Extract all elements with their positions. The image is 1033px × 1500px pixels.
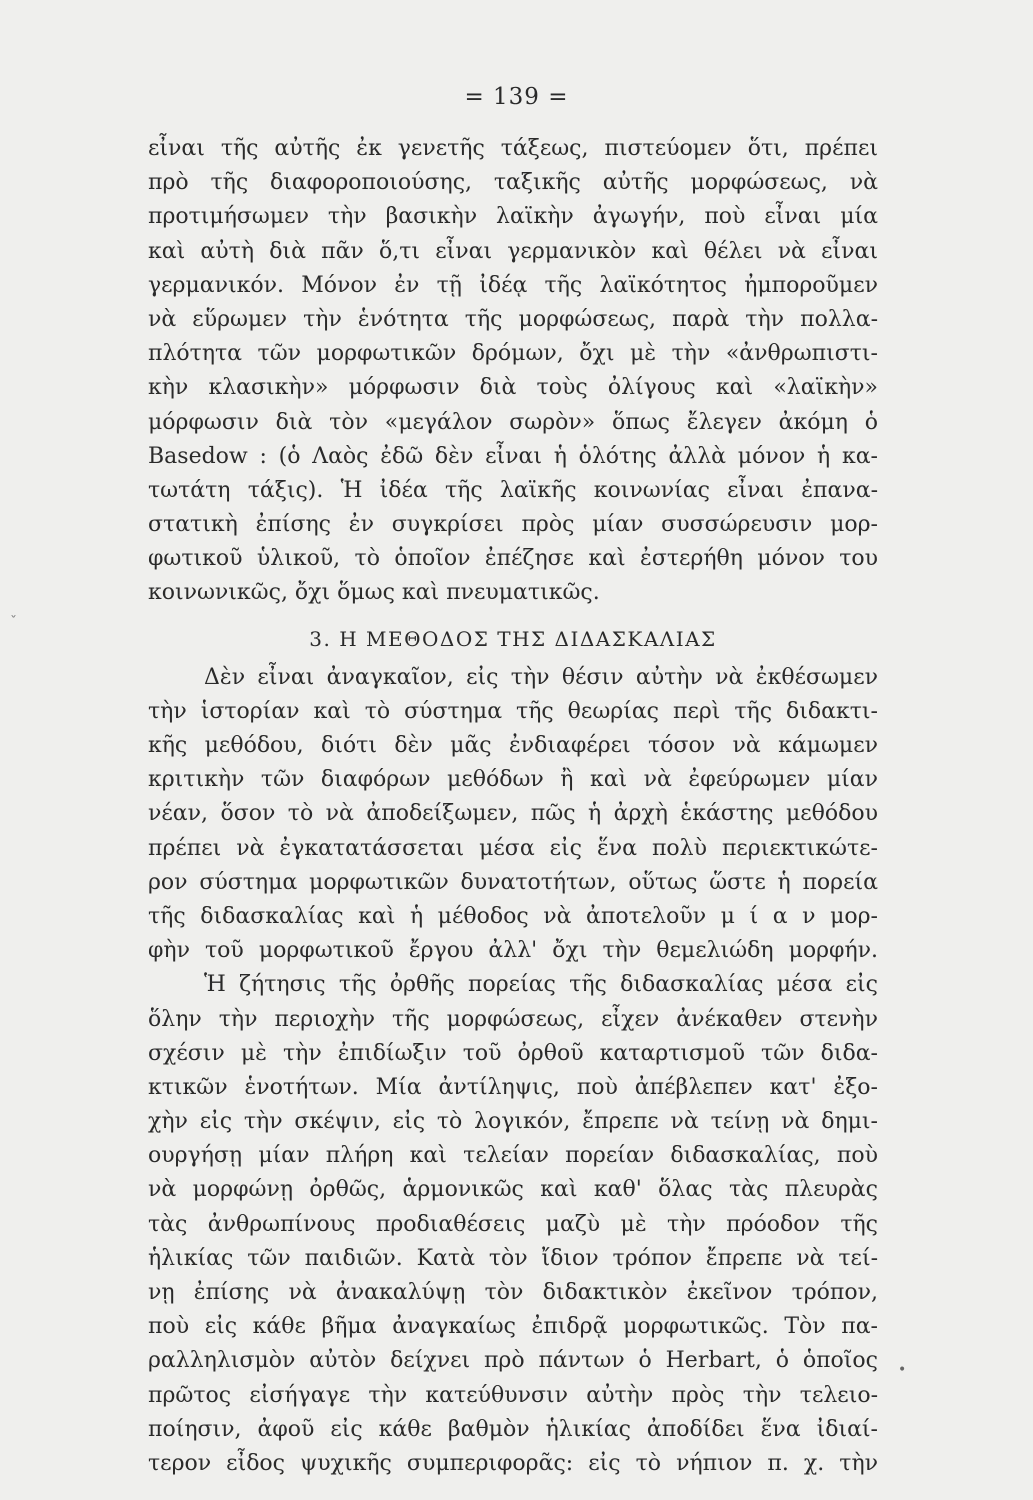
body-text: [148, 132, 878, 1481]
text-line: ραλληλισμὸν αὐτὸν δείχνει πρὸ πάντων ὁ Herbart, ὁ ὁποῖος: [148, 1348, 878, 1374]
margin-mark: ˇ: [10, 614, 17, 630]
text-line: ποίησιν, ἀφοῦ εἰς κάθε βαθμὸν ἡλικίας ἀποδίδει ἕνα ἰδιαί-: [148, 1416, 878, 1442]
text-line: κριτικὴν τῶν διαφόρων μεθόδων ἢ καὶ νὰ ἐφεύρωμεν μίαν: [148, 767, 878, 793]
text-line: φωτικοῦ ὑλικοῦ, τὸ ὁποῖον ἐπέζησε καὶ ἐστερήθη μόνον του: [148, 546, 878, 572]
text-line: κοινωνικῶς, ὄχι ὅμως καὶ πνευματικῶς.: [148, 580, 600, 606]
paragraph-1: [148, 132, 878, 611]
text-line: νὰ εὕρωμεν τὴν ἑνότητα τῆς μορφώσεως, παρὰ τὴν πολλα-: [148, 306, 878, 332]
text-line: σχέσιν μὲ τὴν ἐπιδίωξιν τοῦ ὀρθοῦ καταρτισμοῦ τῶν διδα-: [148, 1040, 878, 1066]
text-line: ουργήσῃ μίαν πλήρη καὶ τελείαν πορείαν διδασκαλίας, ποὺ: [148, 1143, 878, 1169]
paragraph-2: [148, 661, 878, 969]
text-line: Ἡ ζήτησις τῆς ὀρθῆς πορείας τῆς διδασκαλίας μέσα εἰς: [204, 972, 878, 998]
text-line: στατικὴ ἐπίσης ἐν συγκρίσει πρὸς μίαν συσσώρευσιν μορ-: [148, 512, 878, 538]
text-line: πρέπει νὰ ἐγκατατάσσεται μέσα εἰς ἕνα πολὺ περιεκτικώτε-: [148, 835, 878, 861]
text-line: νῃ ἐπίσης νὰ ἀνακαλύψῃ τὸν διδακτικὸν ἐκεῖνον τρόπον,: [148, 1280, 878, 1305]
text-line: ποὺ εἰς κάθε βῆμα ἀναγκαίως ἐπιδρᾷ μορφωτικῶς. Τὸν πα-: [148, 1314, 878, 1340]
text-line: κὴν κλασικὴν» μόρφωσιν διὰ τοὺς ὀλίγους καὶ «λαϊκὴν»: [148, 375, 878, 401]
text-line: πρὸ τῆς διαφοροποιούσης, ταξικῆς αὐτῆς μορφώσεως, νὰ: [148, 170, 878, 196]
text-line: νὰ μορφώνῃ ὀρθῶς, ἁρμονικῶς καὶ καθ' ὅλας τὰς πλευρὰς: [148, 1177, 878, 1203]
text-line: ἡλικίας τῶν παιδιῶν. Κατὰ τὸν ἴδιον τρόπον ἔπρεπε νὰ τεί-: [148, 1245, 878, 1271]
text-line: τερον εἶδος ψυχικῆς συμπεριφορᾶς: εἰς τὸ νήπιον π. χ. τὴν: [148, 1450, 878, 1476]
text-line: ρον σύστημα μορφωτικῶν δυνατοτήτων, οὕτως ὥστε ἡ πορεία: [148, 869, 878, 895]
text-line: Δὲν εἶναι ἀναγκαῖον, εἰς τὴν θέσιν αὐτὴν νὰ ἐκθέσωμεν: [204, 664, 878, 690]
paragraph-3: [148, 968, 878, 1481]
text-line: πλότητα τῶν μορφωτικῶν δρόμων, ὄχι μὲ τὴν «ἀνθρωπιστι-: [148, 341, 878, 367]
text-line: καὶ αὐτὴ διὰ πᾶν ὅ,τι εἶναι γερμανικὸν καὶ θέλει νὰ εἶναι: [148, 238, 878, 264]
text-line: κῆς μεθόδου, διότι δὲν μᾶς ἐνδιαφέρει τόσον νὰ κάμωμεν: [148, 733, 878, 758]
text-line: μόρφωσιν διὰ τὸν «μεγάλον σωρὸν» ὅπως ἔλεγεν ἀκόμη ὁ: [148, 409, 878, 435]
text-line: πρῶτος εἰσήγαγε τὴν κατεύθυνσιν αὐτὴν πρὸς τὴν τελειο-: [148, 1382, 878, 1408]
text-line: προτιμήσωμεν τὴν βασικὴν λαϊκὴν ἀγωγήν, ποὺ εἶναι μία: [148, 204, 878, 230]
text-line: τὴν ἱστορίαν καὶ τὸ σύστημα τῆς θεωρίας περὶ τῆς διδακτι-: [148, 698, 878, 724]
text-line: τῆς διδασκαλίας καὶ ἡ μέθοδος νὰ ἀποτελοῦν μ ί α ν μορ-: [148, 903, 878, 929]
text-line: ὅλην τὴν περιοχὴν τῆς μορφώσεως, εἶχεν ἀνέκαθεν στενὴν: [148, 1006, 878, 1032]
text-line: εἶναι τῆς αὐτῆς ἐκ γενετῆς τάξεως, πιστεύομεν ὅτι, πρέπει: [148, 136, 878, 161]
text-line: γερμανικόν. Μόνον ἐν τῇ ἰδέᾳ τῆς λαϊκότητος ἠμποροῦμεν: [148, 272, 878, 298]
text-line: Basedow : (ὁ Λαὸς ἐδῶ δὲν εἶναι ἡ ὁλότης ἀλλὰ μόνον ἡ κα-: [148, 443, 878, 469]
page-number: = 139 =: [464, 84, 569, 110]
text-line: φὴν τοῦ μορφωτικοῦ ἔργου ἀλλ' ὄχι τὴν θεμελιώδη μορφήν.: [148, 938, 878, 964]
text-line: κτικῶν ἑνοτήτων. Μία ἀντίληψις, ποὺ ἀπέβλεπεν κατ' ἐξο-: [148, 1074, 878, 1100]
text-line: χὴν εἰς τὴν σκέψιν, εἰς τὸ λογικόν, ἔπρεπε νὰ τείνῃ νὰ δημι-: [148, 1109, 878, 1135]
text-line: νέαν, ὅσον τὸ νὰ ἀποδείξωμεν, πῶς ἡ ἀρχὴ ἑκάστης μεθόδου: [148, 801, 878, 827]
section-heading: 3. Η ΜΕΘΟΔΟΣ ΤΗΣ ΔΙΔΑΣΚΑΛΙΑΣ: [309, 626, 717, 651]
text-line: τὰς ἀνθρωπίνους προδιαθέσεις μαζὺ μὲ τὴν πρόοδον τῆς: [148, 1211, 878, 1237]
ink-dot-mark: •: [898, 1362, 907, 1378]
text-line: τωτάτη τάξις). Ἡ ἰδέα τῆς λαϊκῆς κοινωνίας εἶναι ἐπανα-: [148, 477, 878, 503]
